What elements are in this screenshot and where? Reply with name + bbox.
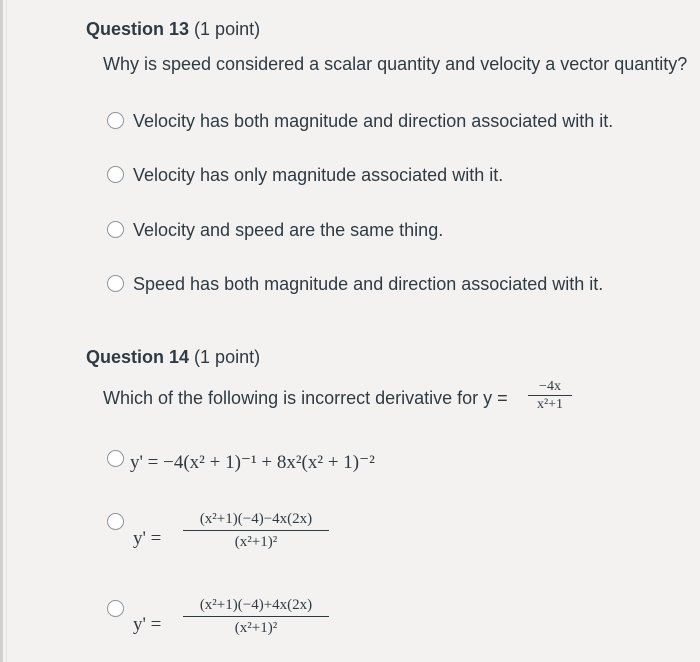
q14-option-3-numerator: (x²+1)(−4)+4x(2x)	[199, 597, 313, 613]
question-13-points: (1 point)	[194, 19, 261, 39]
question-13-header	[86, 19, 260, 40]
q14-option-2-lhs[interactable]: y' =	[133, 528, 162, 549]
q14-option-2-numerator: (x²+1)(−4)−4x(2x)	[199, 511, 313, 527]
q14-option-3-fraction[interactable]	[183, 594, 329, 639]
question-14-fraction-denominator: x²+1	[536, 397, 564, 412]
q14-option-3-radio[interactable]	[107, 600, 124, 617]
question-14-header	[86, 347, 260, 368]
q13-option-2-label[interactable]: Velocity has only magnitude associated with it.	[133, 165, 504, 185]
question-14-fraction	[528, 378, 572, 413]
q13-option-3-label[interactable]: Velocity and speed are the same thing.	[133, 220, 444, 240]
question-13-title: Question 13	[86, 19, 190, 39]
panel-edge	[0, 0, 3, 662]
question-14-fraction-numerator: −4x	[539, 379, 561, 394]
q14-option-2-denominator: (x²+1)²	[234, 534, 278, 550]
q13-option-1-label[interactable]: Velocity has both magnitude and direction associated with it.	[133, 111, 614, 131]
q14-option-3-lhs[interactable]: y' =	[133, 614, 162, 635]
q14-option-3-denominator: (x²+1)²	[234, 620, 278, 636]
q14-option-1-radio[interactable]	[107, 450, 124, 467]
question-13-prompt: Why is speed considered a scalar quantity and velocity a vector quantity?	[103, 54, 688, 74]
panel-edge-line	[6, 0, 7, 662]
question-14-title: Question 14	[86, 347, 190, 367]
q13-option-4-label[interactable]: Speed has both magnitude and direction associated with it.	[133, 274, 604, 294]
q13-option-3-radio[interactable]	[107, 221, 124, 238]
question-14-prompt: Which of the following is incorrect derivative for y =	[103, 388, 508, 408]
q14-option-2-fraction[interactable]	[183, 508, 329, 553]
q14-option-1-label[interactable]: y' = −4(x² + 1)⁻¹ + 8x²(x² + 1)⁻²	[130, 452, 375, 473]
q13-option-2-radio[interactable]	[107, 166, 124, 183]
q13-option-1-radio[interactable]	[107, 112, 124, 129]
q13-option-4-radio[interactable]	[107, 275, 124, 292]
question-14-points: (1 point)	[194, 347, 261, 367]
q14-option-2-radio[interactable]	[107, 513, 124, 530]
